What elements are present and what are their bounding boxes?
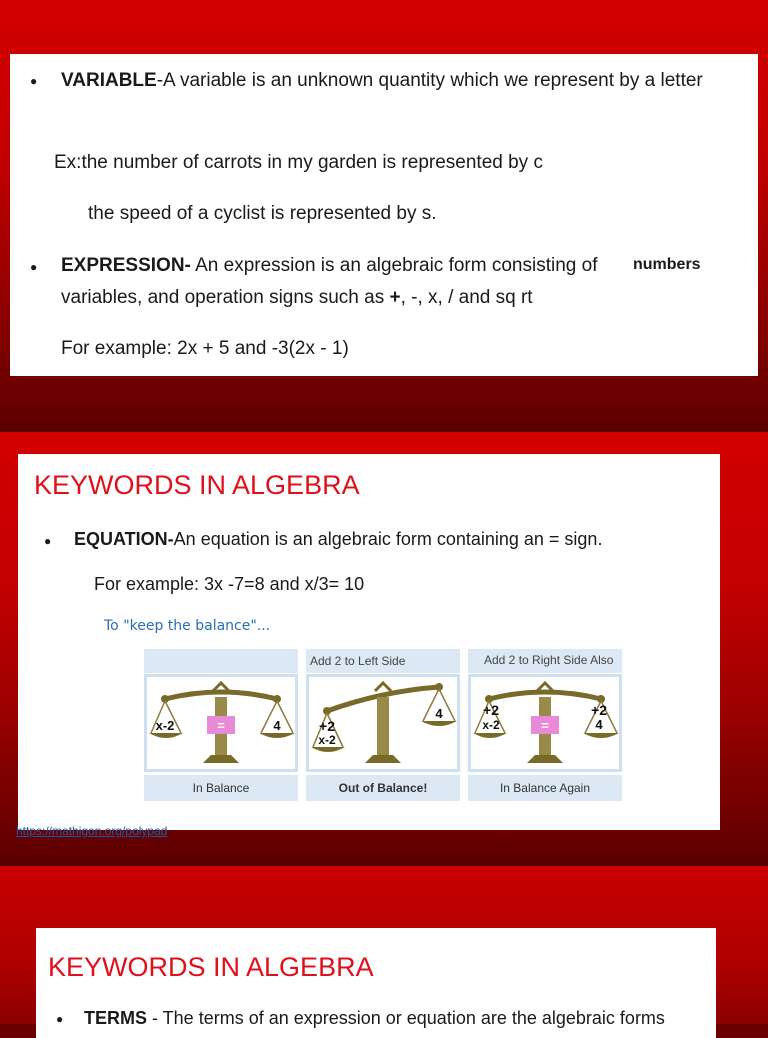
content-card bbox=[36, 928, 716, 1038]
variable-term: VARIABLE bbox=[61, 70, 157, 91]
bullet-dot: ● bbox=[30, 74, 38, 88]
scale-left-label: x-2 bbox=[155, 718, 175, 733]
polypad-link[interactable]: https://mathigon.org/polypad bbox=[16, 824, 168, 838]
bullet-dot: ● bbox=[30, 260, 38, 274]
balance-panel-3 bbox=[468, 674, 622, 772]
terms-def-text: - The terms of an expression or equation are the algebraic forms bbox=[147, 1008, 665, 1028]
balance-scale-icon bbox=[471, 677, 619, 769]
panel-inner bbox=[471, 677, 619, 769]
expression-definition bbox=[61, 255, 597, 277]
panel-caption-1: In Balance bbox=[144, 775, 298, 801]
expression-example: For example: 2x + 5 and -3(2x - 1) bbox=[61, 338, 349, 359]
equation-example: For example: 3x -7=8 and x/3= 10 bbox=[94, 574, 365, 594]
plus-sign: + bbox=[389, 287, 401, 308]
example-line-1: Ex:the number of carrots in my garden is represented by c bbox=[54, 152, 543, 173]
bullet-dot: ● bbox=[44, 534, 52, 548]
scale-right-label: 4 bbox=[435, 706, 443, 721]
scale-right-label: 4 bbox=[595, 717, 603, 732]
panel-caption-3: In Balance Again bbox=[468, 775, 622, 801]
panel-header-3: Add 2 to Right Side Also bbox=[468, 649, 622, 673]
content-card bbox=[18, 454, 720, 830]
expression-line2-b: , -, x, / and sq rt bbox=[400, 287, 533, 308]
numbers-word: numbers bbox=[633, 256, 701, 273]
slide-equation bbox=[0, 432, 768, 866]
content-card bbox=[10, 54, 758, 376]
variable-definition bbox=[61, 70, 703, 92]
equation-definition bbox=[74, 529, 602, 550]
slide-terms bbox=[0, 866, 768, 1028]
panel-inner bbox=[309, 677, 457, 769]
equation-term: EQUATION- bbox=[74, 529, 174, 549]
bullet-dot: ● bbox=[56, 1012, 64, 1026]
terms-term: TERMS bbox=[84, 1008, 147, 1028]
scale-left-label: x-2 bbox=[318, 733, 336, 747]
expression-term: EXPRESSION- bbox=[61, 255, 191, 276]
balance-scale-icon bbox=[147, 677, 295, 769]
balance-panel-2 bbox=[306, 674, 460, 772]
scale-plus2-label: +2 bbox=[319, 718, 335, 734]
scale-plus2-label: +2 bbox=[483, 702, 499, 718]
expression-line-2 bbox=[61, 287, 533, 309]
example-line-2: the speed of a cyclist is represented by s. bbox=[88, 203, 437, 224]
slide-heading: KEYWORDS IN ALGEBRA bbox=[48, 952, 374, 982]
expression-def-text: An expression is an algebraic form consisting of bbox=[190, 255, 598, 276]
panel-inner bbox=[147, 677, 295, 769]
balance-title: To "keep the balance"... bbox=[104, 618, 271, 634]
panel-header-2: Add 2 to Left Side bbox=[306, 649, 460, 673]
panel-header-1 bbox=[144, 649, 298, 673]
slide-heading: KEYWORDS IN ALGEBRA bbox=[34, 470, 360, 500]
terms-definition bbox=[84, 1008, 665, 1029]
equation-def-text: An equation is an algebraic form containing an = sign. bbox=[173, 529, 603, 549]
scale-eq-label: = bbox=[217, 718, 225, 733]
scale-eq-label: = bbox=[541, 718, 549, 733]
panel-caption-2: Out of Balance! bbox=[306, 775, 460, 801]
scale-right-label: 4 bbox=[273, 718, 281, 733]
scale-left-label: x-2 bbox=[482, 718, 500, 732]
scale-plus2-label: +2 bbox=[591, 702, 607, 718]
variable-def-text: -A variable is an unknown quantity which we represent by a letter bbox=[156, 70, 703, 91]
balance-scale-tilted-icon bbox=[309, 677, 457, 769]
expression-line2-a: variables, and operation signs such as bbox=[61, 287, 390, 308]
balance-panel-1 bbox=[144, 674, 298, 772]
slide-variable-expression bbox=[0, 0, 768, 432]
